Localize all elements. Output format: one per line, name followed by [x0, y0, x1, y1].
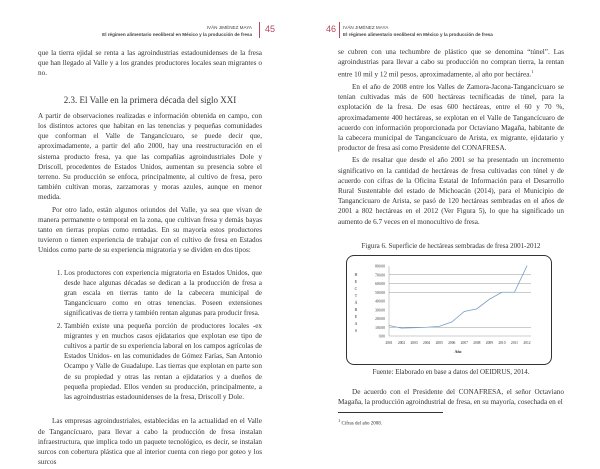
x-tick-label: 2012: [523, 341, 531, 346]
numbered-list: [38, 268, 262, 403]
paragraph: En el año de 2008 entre los Valles de Zamora-Jacona-Tangancícuaro se tenían cultivadas más de 600 hectáreas tecnificadas de túnel, para la explotación de la fresa. De esas 600 hectáreas, entre el 60 y 70 %, aproximadamente 400 hectáreas, se explotan en el Valle de Tangancícuaro de acuerdo con información proporcionada por Octaviano Magaña, habitante de la cabecera municipal de Tangancícuaro de Arista, ex migrante, ejidatario y productor de fresa así como Presidente del CONAFRESA.: [338, 83, 564, 153]
data-point: [401, 328, 402, 329]
paragraph: se cubren con una techumbre de plástico que se denomina “túnel”. Las agroindustrias para llevar a cabo su producción no compran tierra, la rentan entre 10 mil y 12 mil pesos, aproximadamente, al año por hectárea.: [338, 48, 564, 79]
paragraph: que la tierra ejidal se renta a las agroindustrias estadounidenses de la fresa que han llegado al Valle y a los grandes productores locales sean migrantes o no.: [38, 49, 262, 78]
x-tick-label: 2007: [460, 341, 468, 346]
data-point: [464, 311, 465, 312]
x-tick-label: 2003: [410, 341, 418, 346]
header-author: IVÁN JIMÉNEZ MAYA: [343, 25, 389, 30]
y-axis-label-letter: A: [354, 321, 358, 327]
y-tick-label: 100.00: [375, 325, 385, 330]
x-tick-label: 2001: [385, 341, 393, 346]
running-header: [102, 24, 252, 38]
running-header: [343, 24, 493, 38]
data-point: [451, 322, 452, 323]
data-point: [502, 292, 503, 293]
data-point: [389, 325, 390, 326]
header-title: El régimen alimentario neoliberal en México y la producción de fresa: [102, 32, 252, 37]
data-point: [527, 266, 528, 267]
header-title: El régimen alimentario neoliberal en México y la producción de fresa: [343, 32, 493, 37]
y-tick-label: 0.00: [378, 334, 385, 339]
header-divider: [339, 22, 340, 38]
header-divider: [259, 22, 260, 38]
paragraph: Las empresas agroindustriales, establecidas en la actualidad en el Valle de Tangancícuaro, para llevar a cabo la producción de fresa instalan infraestructura, que implica todo un paquete tecnológico, es decir, se instalan surcos con cobertura plástica que al interior cuenta con riego por goteo y los surcos: [38, 417, 262, 467]
y-tick-label: 400.00: [375, 299, 385, 304]
x-tick-label: 2009: [485, 341, 493, 346]
x-axis-label: Año: [454, 349, 462, 355]
paragraph: Por otro lado, están algunos oriundos del Valle, ya sea que vivan de manera permanente o temporal en la zona, que cultivan fresa y demás bayas tanto en tierras propias como rentadas. En su mayoría estos productores tuvieron o tienen experiencia de trabajar con el cultivo de fresa en Estados Unidos como parte de su experiencia migratoria y se dividen en dos tipos:: [38, 205, 262, 255]
y-tick-label: 800.00: [375, 264, 385, 269]
figure-source: Fuente: Elaborado en base a datos del OEIDRUS, 2014.: [372, 368, 530, 377]
series-line: [389, 266, 527, 328]
y-tick-label: 600.00: [375, 282, 385, 287]
footnote-number: 1: [338, 417, 341, 423]
paragraph: A partir de observaciones realizadas e información obtenida en campo, con los distintos actores que habitan en las tenencias y pequeñas comunidades que conforman el Valle de Tangancícuaro, se puede decir que, aproximadamente, a partir del año 2000, hay una reestructuración en el sistema producto fresa, ya que las compañías agroindustriales Dole y Driscoll, procedentes de Estados Unidos, aumentan su presencia sobre el terreno. Su producción se enfoca, principalmente, al cultivo de fresa, pero también cultivan moras, zarzamoras y moras azules, aunque en menor medida.: [38, 111, 262, 202]
page-number: 46: [326, 24, 337, 34]
y-axis-label-letter: T: [354, 293, 358, 299]
list-item: 1. Los productores con experiencia migratoria en Estados Unidos, que desde hace algunas décadas se dedican a la producción de fresa a gran escala en tierras tanto de la cabecera municipal de Tangancícuaro como en otras tenencias. Poseen extensiones significativas de tierra y también rentan algunas para producir fresa.: [64, 268, 262, 319]
data-point: [477, 309, 478, 310]
header-author: IVÁN JIMÉNEZ MAYA: [206, 25, 252, 30]
page-number: 45: [265, 24, 276, 34]
section-heading: 2.3. El Valle en la primera década del siglo XXI: [63, 94, 237, 105]
figure-caption: Figura 6. Superficie de hectáreas sembradas de fresa 2001-2012: [361, 241, 541, 250]
y-tick-label: 200.00: [375, 317, 385, 322]
footnote: [338, 416, 564, 430]
data-point: [489, 299, 490, 300]
paragraph: De acuerdo con el Presidente del CONAFRESA, el señor Octaviano Magaña, la producción agroindustrial de fresa, en su mayoría, cosechada en el: [338, 388, 564, 407]
y-tick-label: 500.00: [375, 290, 385, 295]
data-point: [414, 327, 415, 328]
footnote-mark: 1: [531, 69, 534, 75]
x-tick-label: 2011: [510, 341, 518, 346]
data-point: [439, 326, 440, 327]
data-point: [514, 292, 515, 293]
footnote-rule: [338, 412, 443, 413]
y-tick-label: 300.00: [375, 308, 385, 313]
x-tick-label: 2004: [423, 341, 431, 346]
x-tick-label: 2005: [435, 341, 443, 346]
left-body: [38, 48, 262, 469]
x-tick-label: 2008: [473, 341, 481, 346]
x-tick-label: 2002: [397, 341, 406, 346]
paragraph: Es de resaltar que desde el año 2001 se ha presentado un incremento significativo en la cantidad de hectáreas de fresa cultivadas con túnel y de acuerdo con cifras de la Oficina Estatal de Información para el Desarrollo Rural Sustentable del estado de Michoacán (2014), para el Municipio de Tangancícuaro de Arista, se pasó de 120 hectáreas sembradas en el años de 2001 a 802 hectáreas en el 2012 (Ver Figura 5), lo que ha significado un aumento de 6.7 veces en el monocultivo de fresa.: [338, 156, 564, 226]
line-chart: [347, 256, 551, 364]
x-tick-label: 2006: [448, 341, 456, 346]
right-body: [338, 47, 564, 430]
list-item: 2. También existe una pequeña porción de productores locales -ex migrantes y en muchos casos ejidatarios que explotan ese tipo de cultivos a partir de su experiencia laboral en los campos agrícolas de Estados Unidos- en las comunidades de Gómez Farías, San Antonio Ocampo y Valle de Guadalupe. Las tierras que explotan en parte son de su propiedad y otras las rentan a ejidatarios y a dueños de pequeña propiedad. Ellos venden su producción, principalmente, a las agroindustrias estadounidenses de la fresa, Driscoll y Dole.: [64, 321, 262, 403]
y-axis-label-letter: C: [354, 286, 358, 292]
right-page: [300, 0, 600, 440]
y-axis-label-letter: S: [354, 328, 358, 334]
y-axis-label-letter: Á: [354, 300, 358, 306]
y-axis-label-letter: E: [354, 279, 358, 285]
y-axis-label-letter: E: [354, 314, 358, 320]
data-point: [426, 327, 427, 328]
y-axis-label-letter: R: [354, 307, 358, 313]
y-axis-label-letter: H: [354, 272, 358, 278]
y-tick-label: 700.00: [375, 273, 385, 278]
left-page: [0, 0, 300, 467]
footnote-text: Cifras del año 2008.: [341, 421, 383, 427]
x-tick-label: 2010: [498, 341, 506, 346]
chart-frame: [346, 255, 552, 365]
